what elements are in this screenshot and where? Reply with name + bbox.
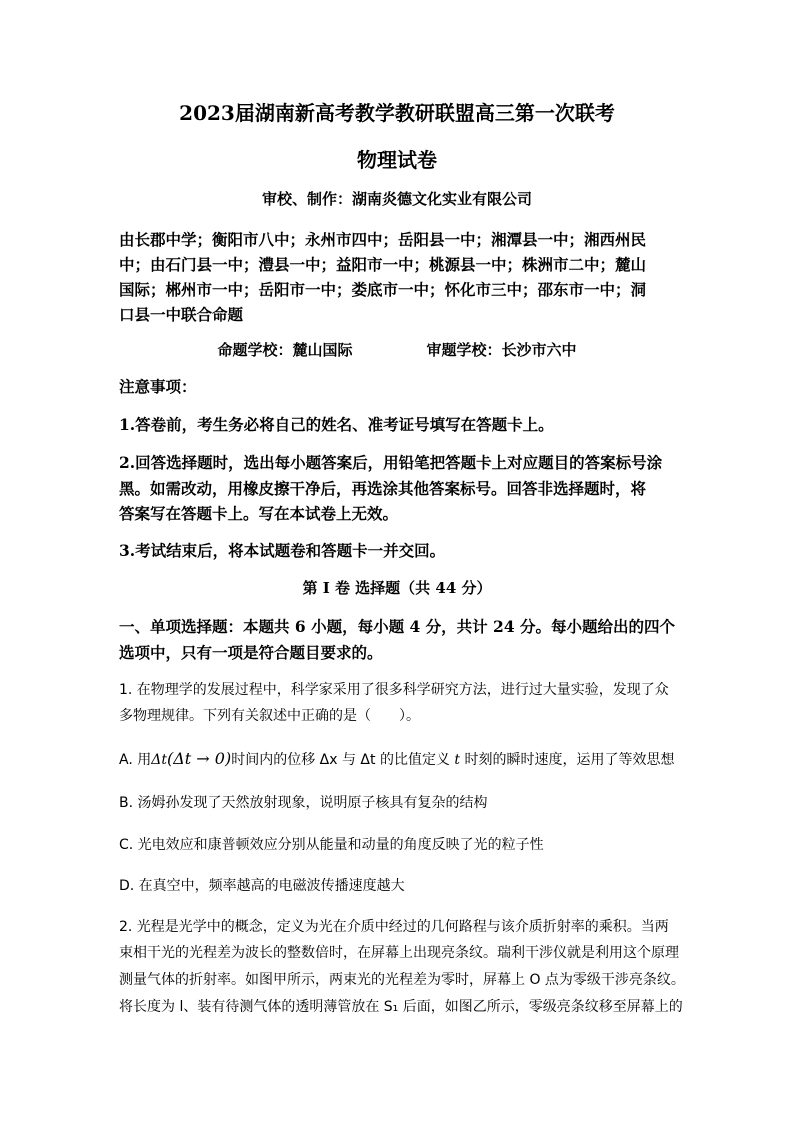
setter-schools [0,339,794,360]
schools-paragraph [119,227,679,327]
option-a-suffix: 时刻的瞬时速度，运用了等效思想 [460,752,675,768]
note-item-1: 1.答卷前，考生务必将自己的姓名、准考证号填写在答题卡上。 [119,415,554,434]
q1-stem-line: 1. 在物理学的发展过程中，科学家采用了很多科学研究方法，进行过大量实验，发现了众 [119,682,669,698]
schools-line: 国际；郴州市一中；岳阳市一中；娄底市一中；怀化市三中；邵东市一中；洞 [119,280,647,299]
q1-stem-line: 多物理规律。下列有关叙述中正确的是（ ）。 [119,708,420,724]
note-item-2-line: 答案写在答题卡上。写在本试卷上无效。 [119,504,399,523]
section-title: 第 I 卷 选择题（共 44 分） [302,579,492,597]
part1-instructions-line: 一、单项选择题：本题共 6 小题，每小题 4 分，共计 24 分。每小题给出的四个 [119,617,676,636]
schools-line: 由长郡中学；衡阳市八中；永州市四中；岳阳县一中；湘潭县一中；湘西州民 [119,230,647,249]
notes-heading: 注意事项： [119,377,197,396]
exam-title: 2023届湖南新高考教学教研联盟高三第一次联考 [179,101,615,125]
q2-stem-line: 将长度为 l、装有待测气体的透明薄管放在 S₁ 后面，如图乙所示，零级亮条纹移至屏幕上的 [119,999,683,1015]
schools-line: 口县一中联合命题 [119,305,244,324]
delta-t-symbol: Δt [151,752,167,768]
exam-subject: 物理试卷 [357,148,437,172]
q1-option-b: B. 汤姆孙发现了天然放射现象，说明原子核具有复杂的结构 [119,795,488,811]
option-a-prefix: A. 用 [119,752,152,768]
option-a-mid: 时间内的位移 Δx 与 Δt 的比值定义 [231,752,455,768]
q2-stem-line: 2. 光程是光学中的概念，定义为光在介质中经过的几何路程与该介质折射率的乘积。当两 [119,919,669,935]
part1-instructions-line: 选项中，只有一项是符合题目要求的。 [119,643,383,662]
q2-stem-line: 束相干光的光程差为波长的整数倍时，在屏幕上出现亮条纹。瑞利干涉仪就是利用这个原理 [119,945,679,961]
q1-option-d: D. 在真空中，频率越高的电磁波传播速度越大 [119,878,405,894]
schools-line: 中；由石门县一中；澧县一中；益阳市一中；桃源县一中；株洲市二中；麓山 [119,255,647,274]
maker-line: 审校、制作：湖南炎德文化实业有限公司 [261,190,532,208]
note-item-2-line: 2.回答选择题时，选出每小题答案后，用铅笔把答题卡上对应题目的答案标号涂 [119,453,663,472]
reviewer-school: 审题学校：长沙市六中 [426,341,577,359]
q2-stem-line: 测量气体的折射率。如图甲所示，两束光的光程差为零时，屏幕上 O 点为零级干涉亮条纹。 [119,972,685,988]
note-item-3: 3.考试结束后，将本试题卷和答题卡一并交回。 [119,541,446,560]
q1-option-c: C. 光电效应和康普顿效应分别从能量和动量的角度反映了光的粒子性 [119,837,544,853]
proposer-school: 命题学校：麓山国际 [217,341,353,359]
limit-expression: (Δt → 0) [166,749,232,768]
t-symbol: t [454,752,461,768]
note-item-2-line: 黑。如需改动，用橡皮擦干净后，再选涂其他答案标号。回答非选择题时，将 [119,479,647,498]
q1-option-a [119,749,675,770]
